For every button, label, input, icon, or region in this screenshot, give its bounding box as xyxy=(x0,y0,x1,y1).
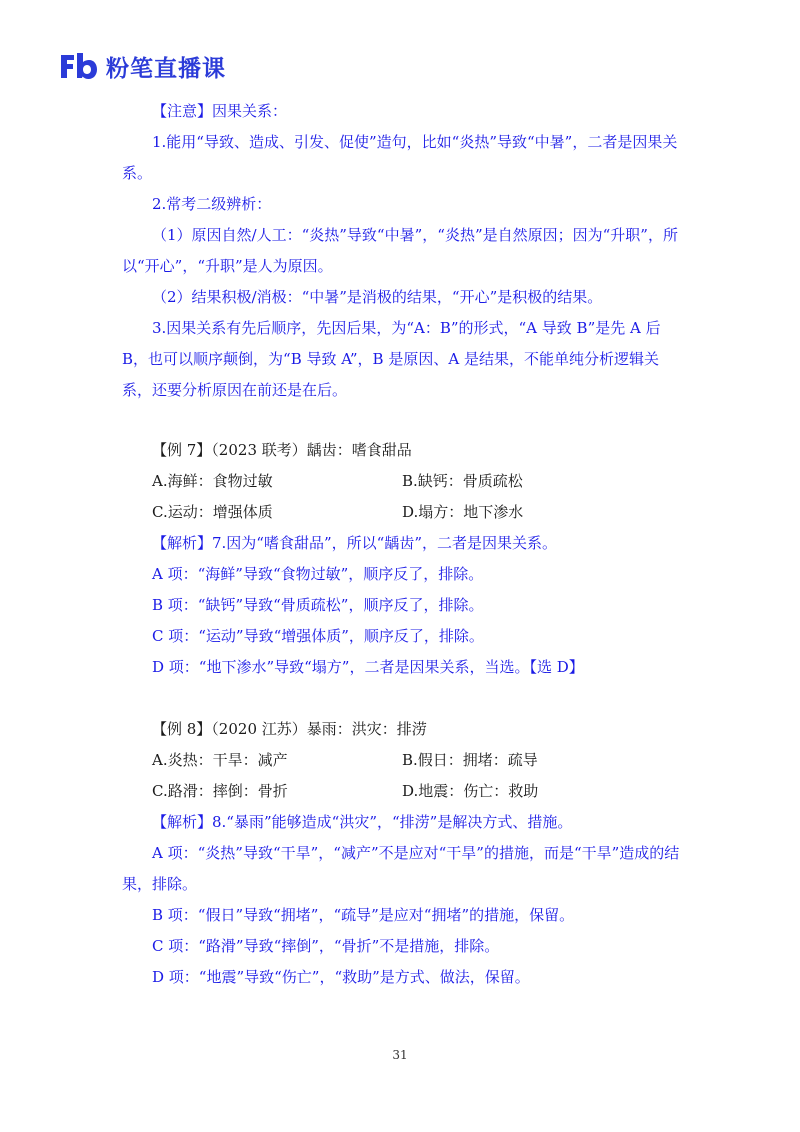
analysis-line: D 项：“地震”导致“伤亡”，“救助”是方式、做法，保留。 xyxy=(152,968,530,986)
example-7-options-row xyxy=(122,497,682,528)
option-d: D.地震：伤亡：救助 xyxy=(402,782,539,800)
page-content xyxy=(122,96,682,993)
note-paragraph: 1.能用“导致、造成、引发、促使”造句，比如“炎热”导致“中暑”，二者是因果关系。 xyxy=(122,133,678,182)
analysis-line: B 项：“假日”导致“拥堵”，“疏导”是应对“拥堵”的措施，保留。 xyxy=(152,906,575,924)
option-c: C.路滑：摔倒：骨折 xyxy=(152,782,288,800)
option-b: B.假日：拥堵：疏导 xyxy=(402,751,538,769)
example-8-title: 【例 8】（2020 江苏）暴雨：洪灾：排涝 xyxy=(152,720,427,738)
note-paragraph: （2）结果积极/消极：“中暑”是消极的结果，“开心”是积极的结果。 xyxy=(152,288,603,306)
note-paragraph: （1）原因自然/人工：“炎热”导致“中暑”，“炎热”是自然原因；因为“升职”，所以“开心”，“升职”是人为原因。 xyxy=(122,226,678,275)
analysis-line: B 项：“缺钙”导致“骨质疏松”，顺序反了，排除。 xyxy=(152,596,484,614)
example-7-title: 【例 7】（2023 联考）龋齿：嗜食甜品 xyxy=(152,441,412,459)
analysis-line: 【解析】8.“暴雨”能够造成“洪灾”，“排涝”是解决方式、措施。 xyxy=(152,813,573,831)
note-title: 【注意】因果关系： xyxy=(152,102,288,120)
page-number: 31 xyxy=(392,1048,408,1062)
analysis-line: C 项：“运动”导致“增强体质”，顺序反了，排除。 xyxy=(152,627,484,645)
logo-text: 粉笔直播课 xyxy=(106,55,226,82)
example-8-options-row xyxy=(122,745,682,776)
analysis-line: C 项：“路滑”导致“摔倒”，“骨折”不是措施，排除。 xyxy=(152,937,500,955)
analysis-line: A 项：“炎热”导致“干旱”，“减产”不是应对“干旱”的措施，而是“干旱”造成的结果，排除。 xyxy=(122,844,680,893)
option-d: D.塌方：地下渗水 xyxy=(402,503,524,521)
analysis-line: A 项：“海鲜”导致“食物过敏”，顺序反了，排除。 xyxy=(152,565,484,583)
analysis-line: 【解析】7.因为“嗜食甜品”，所以“龋齿”，二者是因果关系。 xyxy=(152,534,557,552)
option-b: B.缺钙：骨质疏松 xyxy=(402,472,523,490)
fb-logo-icon xyxy=(58,51,98,81)
note-paragraph: 3.因果关系有先后顺序，先因后果，为“A：B”的形式，“A 导致 B”是先 A 后 B，也可以顺序颠倒，为“B 导致 A”，B 是原因、A 是结果，不能单纯分析逻辑关系，还要分析原因在前还是在后。 xyxy=(122,319,661,399)
analysis-line: D 项：“地下渗水”导致“塌方”，二者是因果关系，当选。【选 D】 xyxy=(152,658,584,676)
option-a: A.炎热：干旱：减产 xyxy=(152,751,288,769)
example-8-options-row xyxy=(122,776,682,807)
note-paragraph: 2.常考二级辨析： xyxy=(152,195,272,213)
brand-logo xyxy=(58,48,226,84)
option-c: C.运动：增强体质 xyxy=(152,503,273,521)
option-a: A.海鲜：食物过敏 xyxy=(152,472,273,490)
example-7-options-row xyxy=(122,466,682,497)
